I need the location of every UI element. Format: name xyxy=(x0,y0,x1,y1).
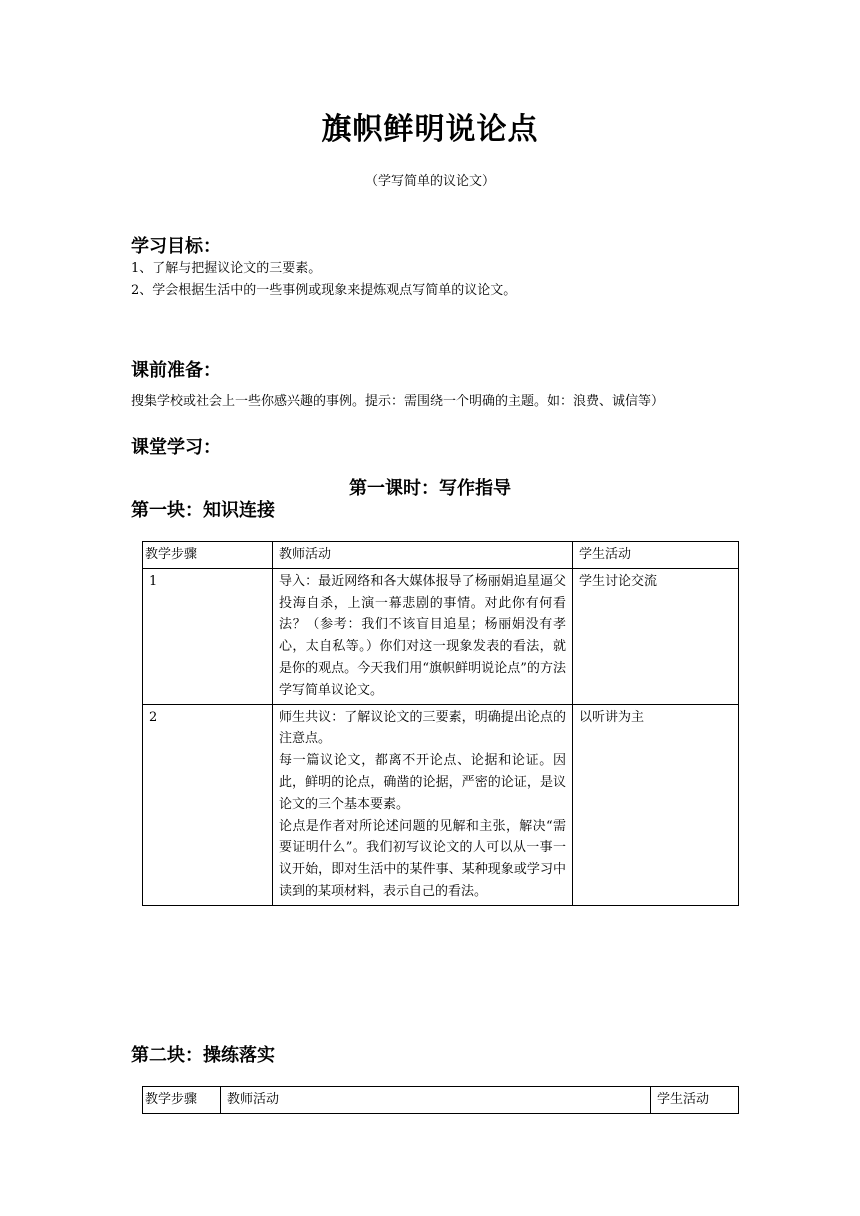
page-subtitle: （学写简单的议论文） xyxy=(364,174,495,189)
teacher-paragraph: 每一篇议论文，都离不开论点、论据和论证。因此，鲜明的论点，确凿的论据，严密的论证，是议论文的三个基本要素。 xyxy=(279,753,566,812)
column-header-step: 教学步骤 xyxy=(143,1087,221,1114)
table-header-row xyxy=(143,1087,739,1114)
goal-item: 2、学会根据生活中的一些事例或现象来提炼观点写简单的议论文。 xyxy=(131,283,517,298)
table-row xyxy=(143,568,739,704)
goal-item: 1、了解与把握议论文的三要素。 xyxy=(131,261,322,276)
column-header-student: 学生活动 xyxy=(573,542,739,569)
column-header-teacher: 教师活动 xyxy=(221,1087,651,1114)
student-cell: 学生讨论交流 xyxy=(573,568,739,704)
prep-text: 搜集学校或社会上一些你感兴趣的事例。提示：需围绕一个明确的主题。如：浪费、诚信等） xyxy=(131,394,665,409)
block1-heading: 第一块：知识连接 xyxy=(131,500,275,521)
step-cell: 1 xyxy=(143,568,273,704)
table-header-row xyxy=(143,542,739,569)
student-cell: 以听讲为主 xyxy=(573,704,739,905)
practice-table xyxy=(142,1086,739,1114)
lesson-title: 第一课时：写作指导 xyxy=(349,478,511,499)
prep-heading: 课前准备： xyxy=(131,360,221,381)
step-cell: 2 xyxy=(143,704,273,905)
page-title: 旗帜鲜明说论点 xyxy=(321,112,539,147)
classroom-heading: 课堂学习： xyxy=(131,437,221,458)
teacher-cell xyxy=(273,568,573,704)
teacher-paragraph: 论点是作者对所论述问题的见解和主张，解决“需要证明什么”。我们初写议论文的人可以从一事一议开始，即对生活中的某件事、某种现象或学习中读到的某项材料，表示自己的看法。 xyxy=(279,818,566,899)
knowledge-table xyxy=(142,541,739,906)
column-header-student: 学生活动 xyxy=(651,1087,739,1114)
table-row xyxy=(143,704,739,905)
block2-heading: 第二块：操练落实 xyxy=(131,1045,275,1066)
column-header-step: 教学步骤 xyxy=(143,542,273,569)
teacher-paragraph: 导入：最近网络和各大媒体报导了杨丽娟追星逼父投海自杀，上演一幕悲剧的事情。对此你有何看法？（参考：我们不该盲目追星；杨丽娟没有孝心，太自私等。）你们对这一现象发表的看法，就是你的观点。今天我们用“旗帜鲜明说论点”的方法学写简单议论文。 xyxy=(279,573,566,698)
teacher-cell xyxy=(273,704,573,905)
teacher-paragraph: 师生共议：了解议论文的三要素，明确提出论点的注意点。 xyxy=(279,709,566,747)
goals-heading: 学习目标： xyxy=(131,236,221,257)
column-header-teacher: 教师活动 xyxy=(273,542,573,569)
